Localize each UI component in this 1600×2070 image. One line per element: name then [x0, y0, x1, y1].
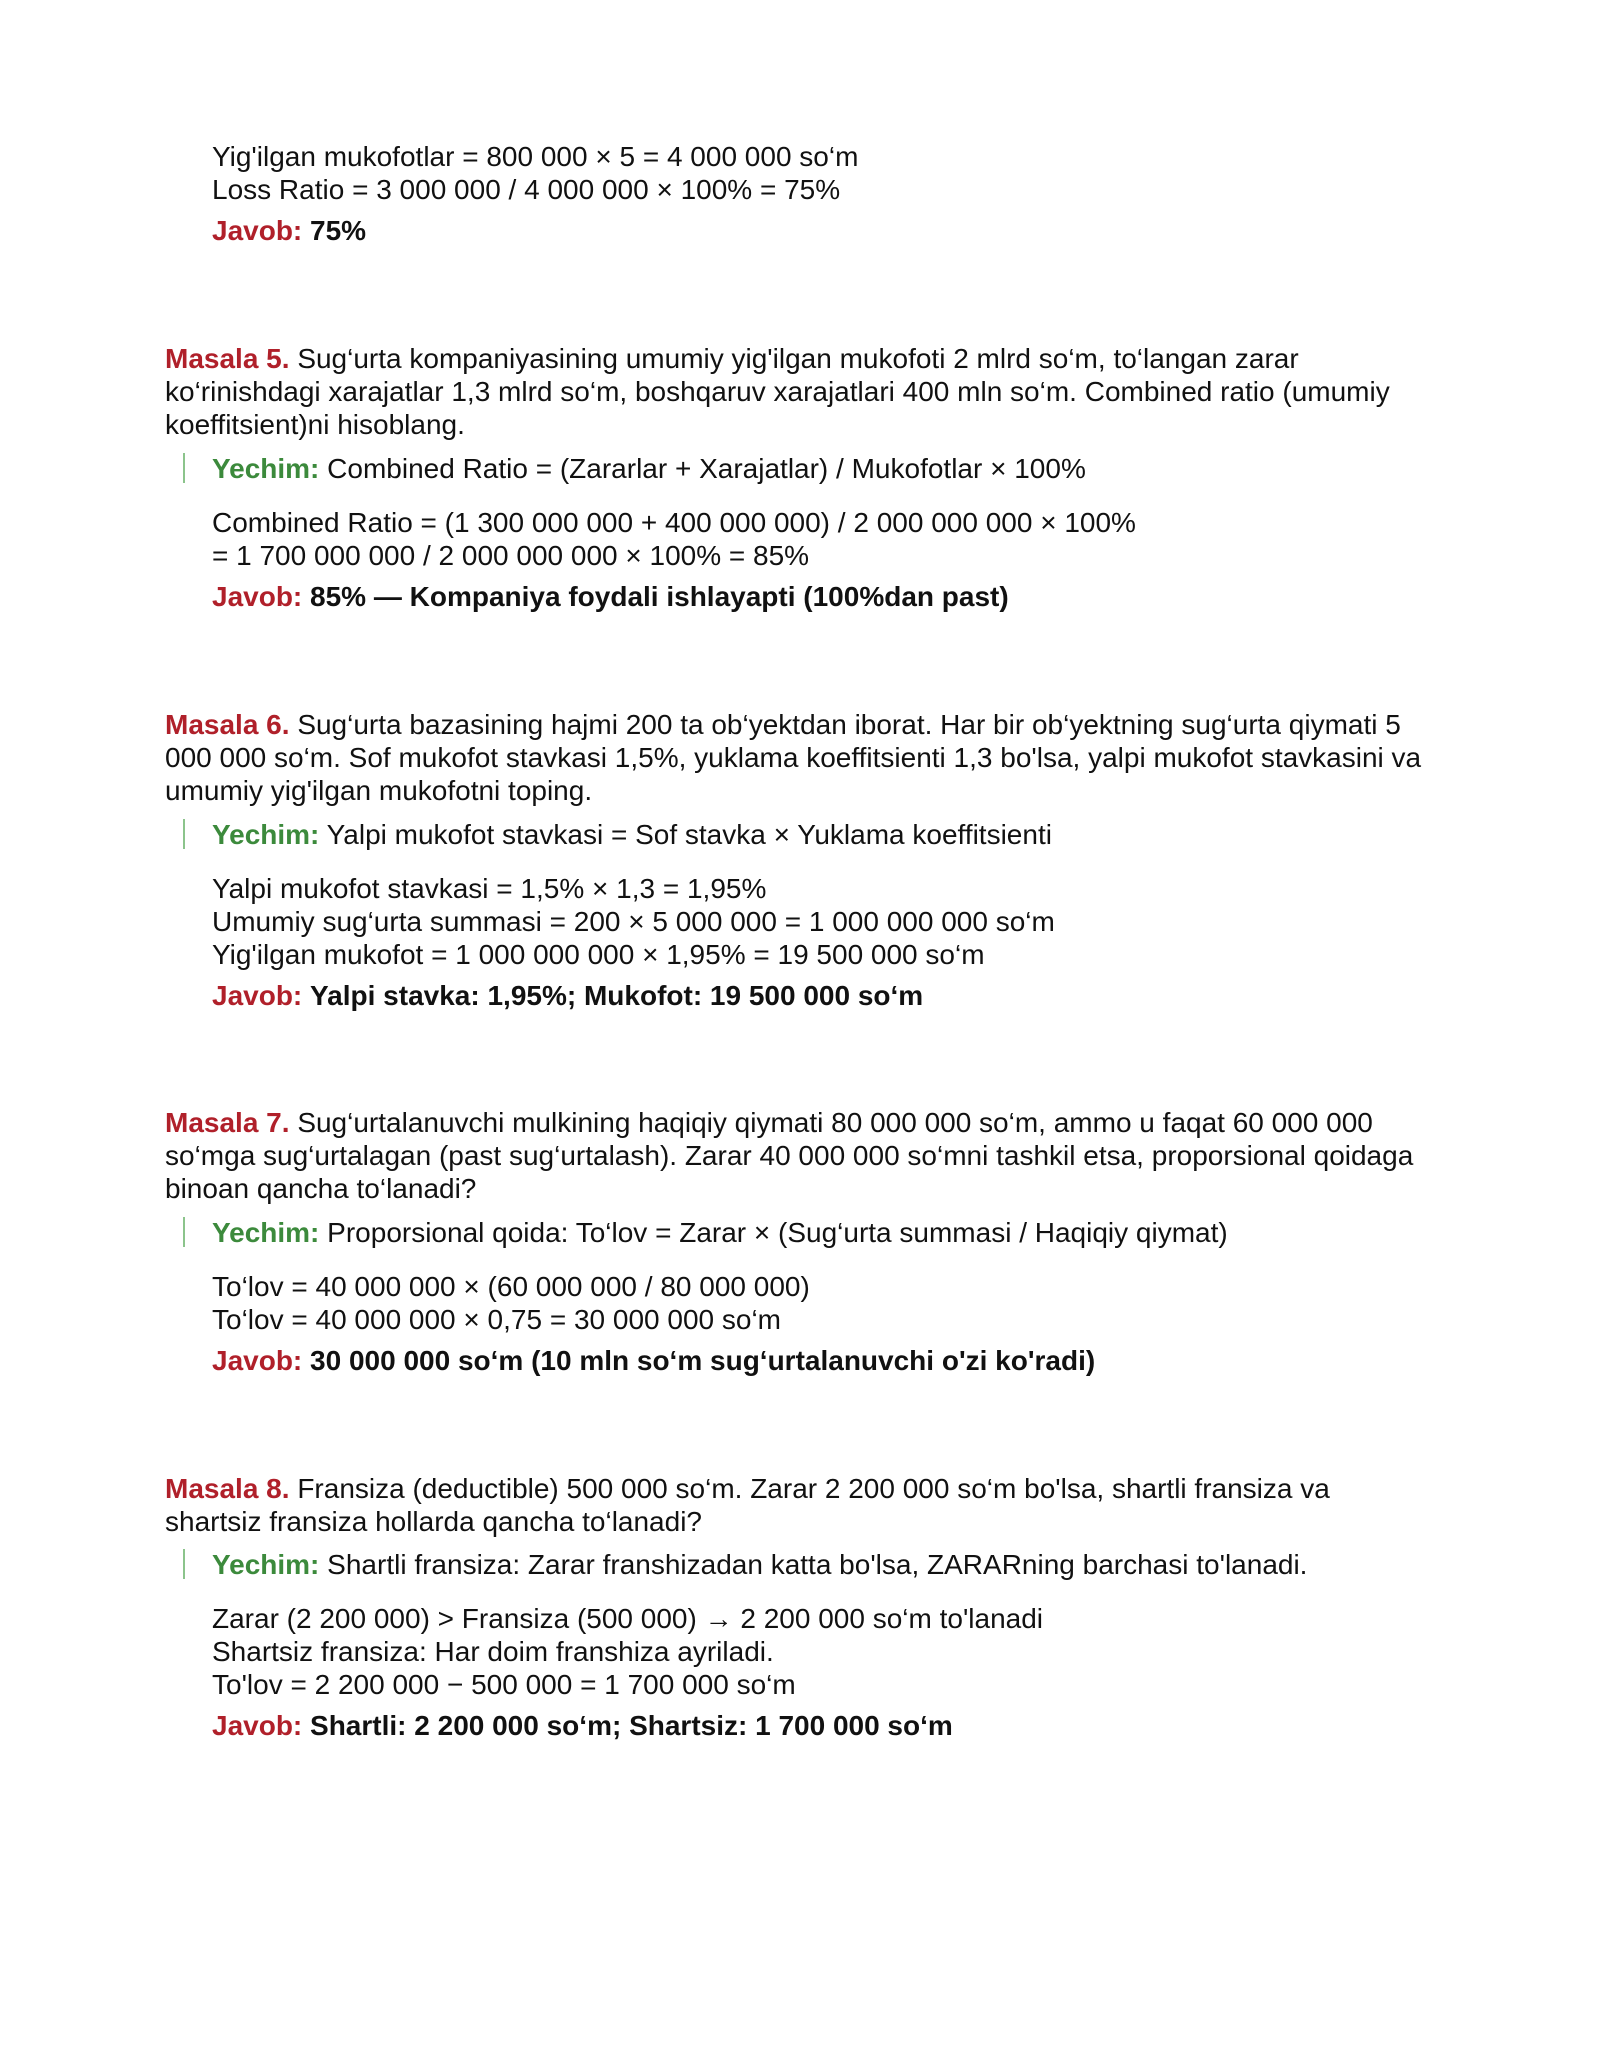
solution-line [212, 1548, 1307, 1581]
problem-number: Masala 5. [165, 343, 290, 374]
answer-line [212, 979, 923, 1012]
answer-value: Yalpi stavka: 1,95%; Mukofot: 19 500 000 so‘m [310, 980, 924, 1011]
work-line: Yig'ilgan mukofotlar = 800 000 × 5 = 4 000 000 so‘m [212, 141, 859, 172]
problem-line [165, 342, 1299, 375]
problem-number: Masala 6. [165, 709, 290, 740]
problem-text: koeffitsient)ni hisoblang. [165, 409, 465, 440]
solution-label: Yechim: [212, 1549, 320, 1580]
answer-label: Javob: [212, 1345, 303, 1376]
solution-line [212, 1216, 1228, 1249]
problem-text: Sug‘urta bazasining hajmi 200 ta ob‘yektdan iborat. Har bir ob‘yektning sug‘urta qiymati 5 [297, 709, 1401, 740]
solution-label: Yechim: [212, 819, 320, 850]
answer-label: Javob: [212, 1710, 303, 1741]
solution-rule [183, 1217, 185, 1247]
solution-label: Yechim: [212, 1217, 320, 1248]
answer-value: 30 000 000 so‘m (10 mln so‘m sug‘urtalanuvchi o'zi ko'radi) [310, 1345, 1096, 1376]
problem-text: binoan qancha to‘lanadi? [165, 1173, 477, 1204]
solution-line [212, 452, 1086, 485]
answer-label: Javob: [212, 980, 303, 1011]
problem-line [165, 1472, 1330, 1505]
solution-text: Shartli fransiza: Zarar franshizadan katta bo'lsa, ZARARning barchasi to'lanadi. [327, 1549, 1308, 1580]
solution-rule [183, 1549, 185, 1579]
answer-label: Javob: [212, 581, 303, 612]
work-line: To‘lov = 40 000 000 × (60 000 000 / 80 000 000) [212, 1271, 810, 1302]
work-line: Combined Ratio = (1 300 000 000 + 400 000 000) / 2 000 000 000 × 100% [212, 507, 1136, 538]
problem-text: so‘mga sug‘urtalagan (past sug‘urtalash). Zarar 40 000 000 so‘mni tashkil etsa, proporsional qoidaga [165, 1140, 1414, 1171]
problem-number: Masala 8. [165, 1473, 290, 1504]
work-line: Loss Ratio = 3 000 000 / 4 000 000 × 100% = 75% [212, 174, 841, 205]
problem-text: shartsiz fransiza hollarda qancha to‘lanadi? [165, 1506, 702, 1537]
work-line: Yalpi mukofot stavkasi = 1,5% × 1,3 = 1,95% [212, 873, 767, 904]
solution-rule [183, 819, 185, 849]
solution-text: Proporsional qoida: To‘lov = Zarar × (Sug‘urta summasi / Haqiqiy qiymat) [327, 1217, 1228, 1248]
problem-line [165, 708, 1401, 741]
answer-value: 75% [310, 215, 367, 246]
problem-text: ko‘rinishdagi xarajatlar 1,3 mlrd so‘m, boshqaruv xarajatlari 400 mln so‘m. Combined ratio (umumiy [165, 376, 1390, 407]
answer-value: Shartli: 2 200 000 so‘m; Shartsiz: 1 700 000 so‘m [310, 1710, 953, 1741]
answer-value: 85% — Kompaniya foydali ishlayapti (100%dan past) [310, 581, 1009, 612]
work-line: Yig'ilgan mukofot = 1 000 000 000 × 1,95% = 19 500 000 so‘m [212, 939, 985, 970]
problem-text: Fransiza (deductible) 500 000 so‘m. Zarar 2 200 000 so‘m bo'lsa, shartli fransiza va [297, 1473, 1330, 1504]
problem-number: Masala 7. [165, 1107, 290, 1138]
work-line: Zarar (2 200 000) > Fransiza (500 000) → 2 200 000 so‘m to'lanadi [212, 1603, 1044, 1634]
work-line: Umumiy sug‘urta summasi = 200 × 5 000 000 = 1 000 000 000 so‘m [212, 906, 1055, 937]
work-line: To'lov = 2 200 000 − 500 000 = 1 700 000 so‘m [212, 1669, 796, 1700]
answer-label: Javob: [212, 215, 303, 246]
answer-line [212, 1344, 1095, 1377]
problem-text: umumiy yig'ilgan mukofotni toping. [165, 775, 593, 806]
work-line: Shartsiz fransiza: Har doim franshiza ayriladi. [212, 1636, 774, 1667]
answer-line [212, 214, 366, 247]
answer-line [212, 1709, 953, 1742]
solution-rule [183, 453, 185, 483]
problem-text: Sug‘urtalanuvchi mulkining haqiqiy qiymati 80 000 000 so‘m, ammo u faqat 60 000 000 [297, 1107, 1373, 1138]
answer-line [212, 580, 1009, 613]
work-line: To‘lov = 40 000 000 × 0,75 = 30 000 000 so‘m [212, 1304, 781, 1335]
problem-line [165, 1106, 1373, 1139]
problem-text: 000 000 so‘m. Sof mukofot stavkasi 1,5%, yuklama koeffitsienti 1,3 bo'lsa, yalpi mukofot stavkasini va [165, 742, 1422, 773]
work-line: = 1 700 000 000 / 2 000 000 000 × 100% = 85% [212, 540, 810, 571]
solution-text: Combined Ratio = (Zararlar + Xarajatlar) / Mukofotlar × 100% [327, 453, 1086, 484]
solution-text: Yalpi mukofot stavkasi = Sof stavka × Yuklama koeffitsienti [326, 819, 1052, 850]
solution-label: Yechim: [212, 453, 320, 484]
solution-line [212, 818, 1052, 851]
problem-text: Sug‘urta kompaniyasining umumiy yig'ilgan mukofoti 2 mlrd so‘m, to‘langan zarar [297, 343, 1299, 374]
